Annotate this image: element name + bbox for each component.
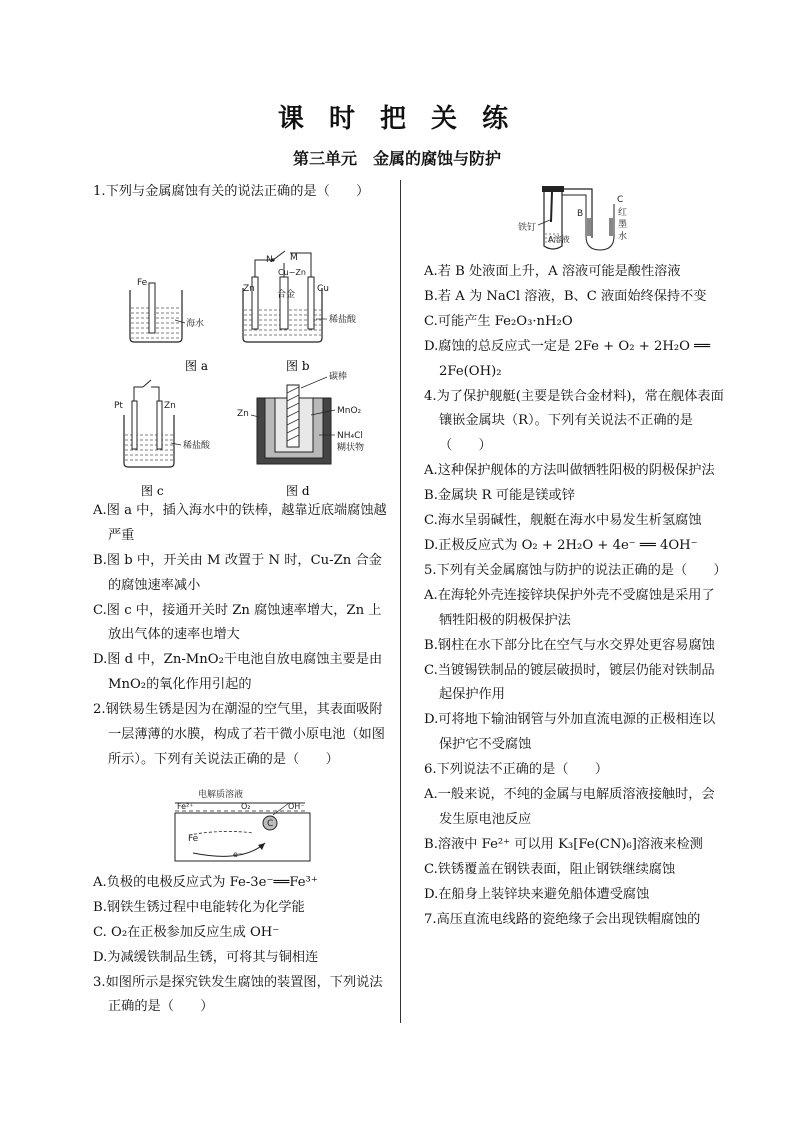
fig-b-acid-label: 稀盐酸 xyxy=(329,314,357,325)
q5-stem: 5.下列有关金属腐蚀与防护的说法正确的是（ ） xyxy=(424,562,727,578)
q5-option-a: A.在海轮外壳连接锌块保护外壳不受腐蚀是采用了牺牲阳极的阴极保护法 xyxy=(424,587,715,628)
q1-diagrams xyxy=(93,205,393,499)
page-title: 课 时 把 关 练 xyxy=(277,104,517,134)
q1-option-c: C.图 c 中，接通开关时 Zn 腐蚀速率增大，Zn 上放出气体的速率也增大 xyxy=(93,602,382,643)
q2-figure xyxy=(93,773,393,871)
fig-b-n-label: N xyxy=(266,254,273,265)
q3-diagram xyxy=(424,180,726,260)
q1-figure xyxy=(93,205,393,499)
q3-ink-label-1: 红 xyxy=(618,208,628,218)
q3-option-d xyxy=(424,335,726,385)
q3-b-label: B xyxy=(577,209,584,219)
fig-b-cuzn-label: Cu−Zn xyxy=(278,267,306,277)
q4-stem: 4.为了保护舰艇(主要是铁合金材料)，常在舰体表面镶嵌金属块（R）。下列有关说法不正确的是（ ） xyxy=(424,388,724,454)
fig-d-mno2-label: MnO₂ xyxy=(337,405,362,416)
fig-a-water-label: 海水 xyxy=(186,318,205,329)
q3-figure xyxy=(424,180,726,260)
fig-a-fe-label: Fe xyxy=(137,277,148,288)
q4-option-b: B.金属块 R 可能是镁或锌 xyxy=(424,488,575,504)
q6-option-c: C.铁锈覆盖在钢铁表面，阻止钢铁继续腐蚀 xyxy=(424,861,676,877)
q2-e-label: e⁻ xyxy=(233,849,243,859)
fig-c-acid-label: 稀盐酸 xyxy=(183,440,211,451)
q6-option-d: D.在船身上装锌块来避免船体遭受腐蚀 xyxy=(424,886,650,902)
q6-stem: 6.下列说法不正确的是（ ） xyxy=(424,762,609,778)
q3-ink-label-3: 水 xyxy=(618,232,628,242)
q3-option-d-line2: 2Fe(OH)₂ xyxy=(439,363,502,379)
fig-c-apparatus xyxy=(124,380,181,467)
q2-solution-label: 电解质溶液 xyxy=(198,789,244,800)
right-column xyxy=(424,180,726,932)
q2-option-a: A.负极的电极反应式为 Fe-3e⁻══Fe³⁺ xyxy=(93,874,318,890)
fig-b-cu-label: Cu xyxy=(317,283,329,294)
q3-nail-label: 铁钉 xyxy=(518,223,537,233)
fig-c-pt-label: Pt xyxy=(114,400,123,411)
q1-option-d: D.图 d 中，Zn-MnO₂干电池自放电腐蚀主要是由 MnO₂的氧化作用引起的 xyxy=(93,652,383,693)
q2-c-label: C xyxy=(267,818,274,829)
fig-a-caption: 图 a xyxy=(185,358,208,373)
q2-o2-label: O₂ xyxy=(241,801,251,811)
q2-stem: 2.钢铁易生锈是因为在潮湿的空气里，其表面吸附一层薄薄的水膜，构成了若干微小原电池（如图所示）。下列有关说法正确的是（ ） xyxy=(93,702,385,767)
q5-option-b: B.钢柱在水下部分比在空气与水交界处更容易腐蚀 xyxy=(424,637,715,653)
q1-option-a: A.图 a 中，插入海水中的铁棒，越靠近底端腐蚀越严重 xyxy=(93,502,387,543)
q3-option-b: B.若 A 为 NaCl 溶液，B、C 液面始终保持不变 xyxy=(424,288,707,304)
fig-b-caption: 图 b xyxy=(286,358,310,373)
q3-option-d-line1: D.腐蚀的总反应式一定是 2Fe + O₂ + 2H₂O ══ xyxy=(424,338,711,354)
q1-stem: 1.下列与金属腐蚀有关的说法正确的是（ ） xyxy=(93,184,370,199)
fig-d-paste-label: 糊状物 xyxy=(337,442,365,453)
fig-c-zn-label: Zn xyxy=(164,400,176,411)
q6-option-b: B.溶液中 Fe²⁺ 可以用 K₃[Fe(CN)₆]溶液来检测 xyxy=(424,836,703,852)
q3-c-label: C xyxy=(617,195,624,205)
q7-stem: 7.高压直流电线路的瓷绝缘子会出现铁帽腐蚀的 xyxy=(424,911,701,927)
fig-c-caption: 图 c xyxy=(141,483,164,498)
q2-option-d: D.为减缓铁制品生锈，可将其与铜相连 xyxy=(93,949,319,965)
q2-fe2-label: Fe²⁺ xyxy=(177,801,194,811)
q2-oh-label: OH⁻ xyxy=(288,801,305,811)
fig-d-caption: 图 d xyxy=(286,483,310,498)
q6-option-a: A.一般来说，不纯的金属与电解质溶液接触时，会发生原电池反应 xyxy=(424,787,715,827)
q3-option-c: C.可能产生 Fe₂O₃·nH₂O xyxy=(424,313,573,329)
q3-solution-label: A溶液 xyxy=(548,235,570,244)
q4-option-d: D.正极反应式为 O₂ + 2H₂O + 4e⁻ ══ 4OH⁻ xyxy=(424,537,698,553)
fig-d-rod-label: 碳棒 xyxy=(329,371,348,382)
left-column xyxy=(93,180,393,1020)
q3-option-a: A.若 B 处液面上升，A 溶液可能是酸性溶液 xyxy=(424,264,681,279)
q5-option-c: C.当镀锡铁制品的镀层破损时，镀层仍能对铁制品起保护作用 xyxy=(424,662,715,703)
fig-d-nh4cl-label: NH₄Cl xyxy=(337,430,363,441)
fig-d-zn-label: Zn xyxy=(237,408,249,419)
q3-ink-label-2: 墨 xyxy=(618,220,628,230)
fig-d-dry-cell xyxy=(251,377,335,464)
q5-option-d: D.可将地下输油钢管与外加直流电源的正极相连以保护它不受腐蚀 xyxy=(424,712,716,753)
q3-stem: 3.如图所示是探究铁发生腐蚀的装置图，下列说法正确的是（ ） xyxy=(93,974,383,1015)
q2-diagram xyxy=(93,773,393,871)
q2-option-c: C. O₂在正极参加反应生成 OH⁻ xyxy=(93,924,280,940)
q2-option-b: B.钢铁生锈过程中电能转化为化学能 xyxy=(93,899,305,915)
fig-a-beaker xyxy=(130,283,185,342)
q4-option-c: C.海水呈弱碱性，舰艇在海水中易发生析氢腐蚀 xyxy=(424,513,702,529)
q1-option-b: B.图 b 中，开关由 M 改置于 N 时，Cu-Zn 合金的腐蚀速率减小 xyxy=(93,552,382,593)
unit-title: 第三单元 金属的腐蚀与防护 xyxy=(292,149,501,168)
fig-b-m-label: M xyxy=(290,252,298,263)
column-divider xyxy=(400,180,401,1023)
q2-fe-label: Fe xyxy=(188,833,199,844)
q4-option-a: A.这种保护舰体的方法叫做牺牲阳极的阴极保护法 xyxy=(424,463,715,479)
fig-b-zn-label: Zn xyxy=(243,283,255,294)
fig-b-alloy-label: 合金 xyxy=(277,289,296,300)
